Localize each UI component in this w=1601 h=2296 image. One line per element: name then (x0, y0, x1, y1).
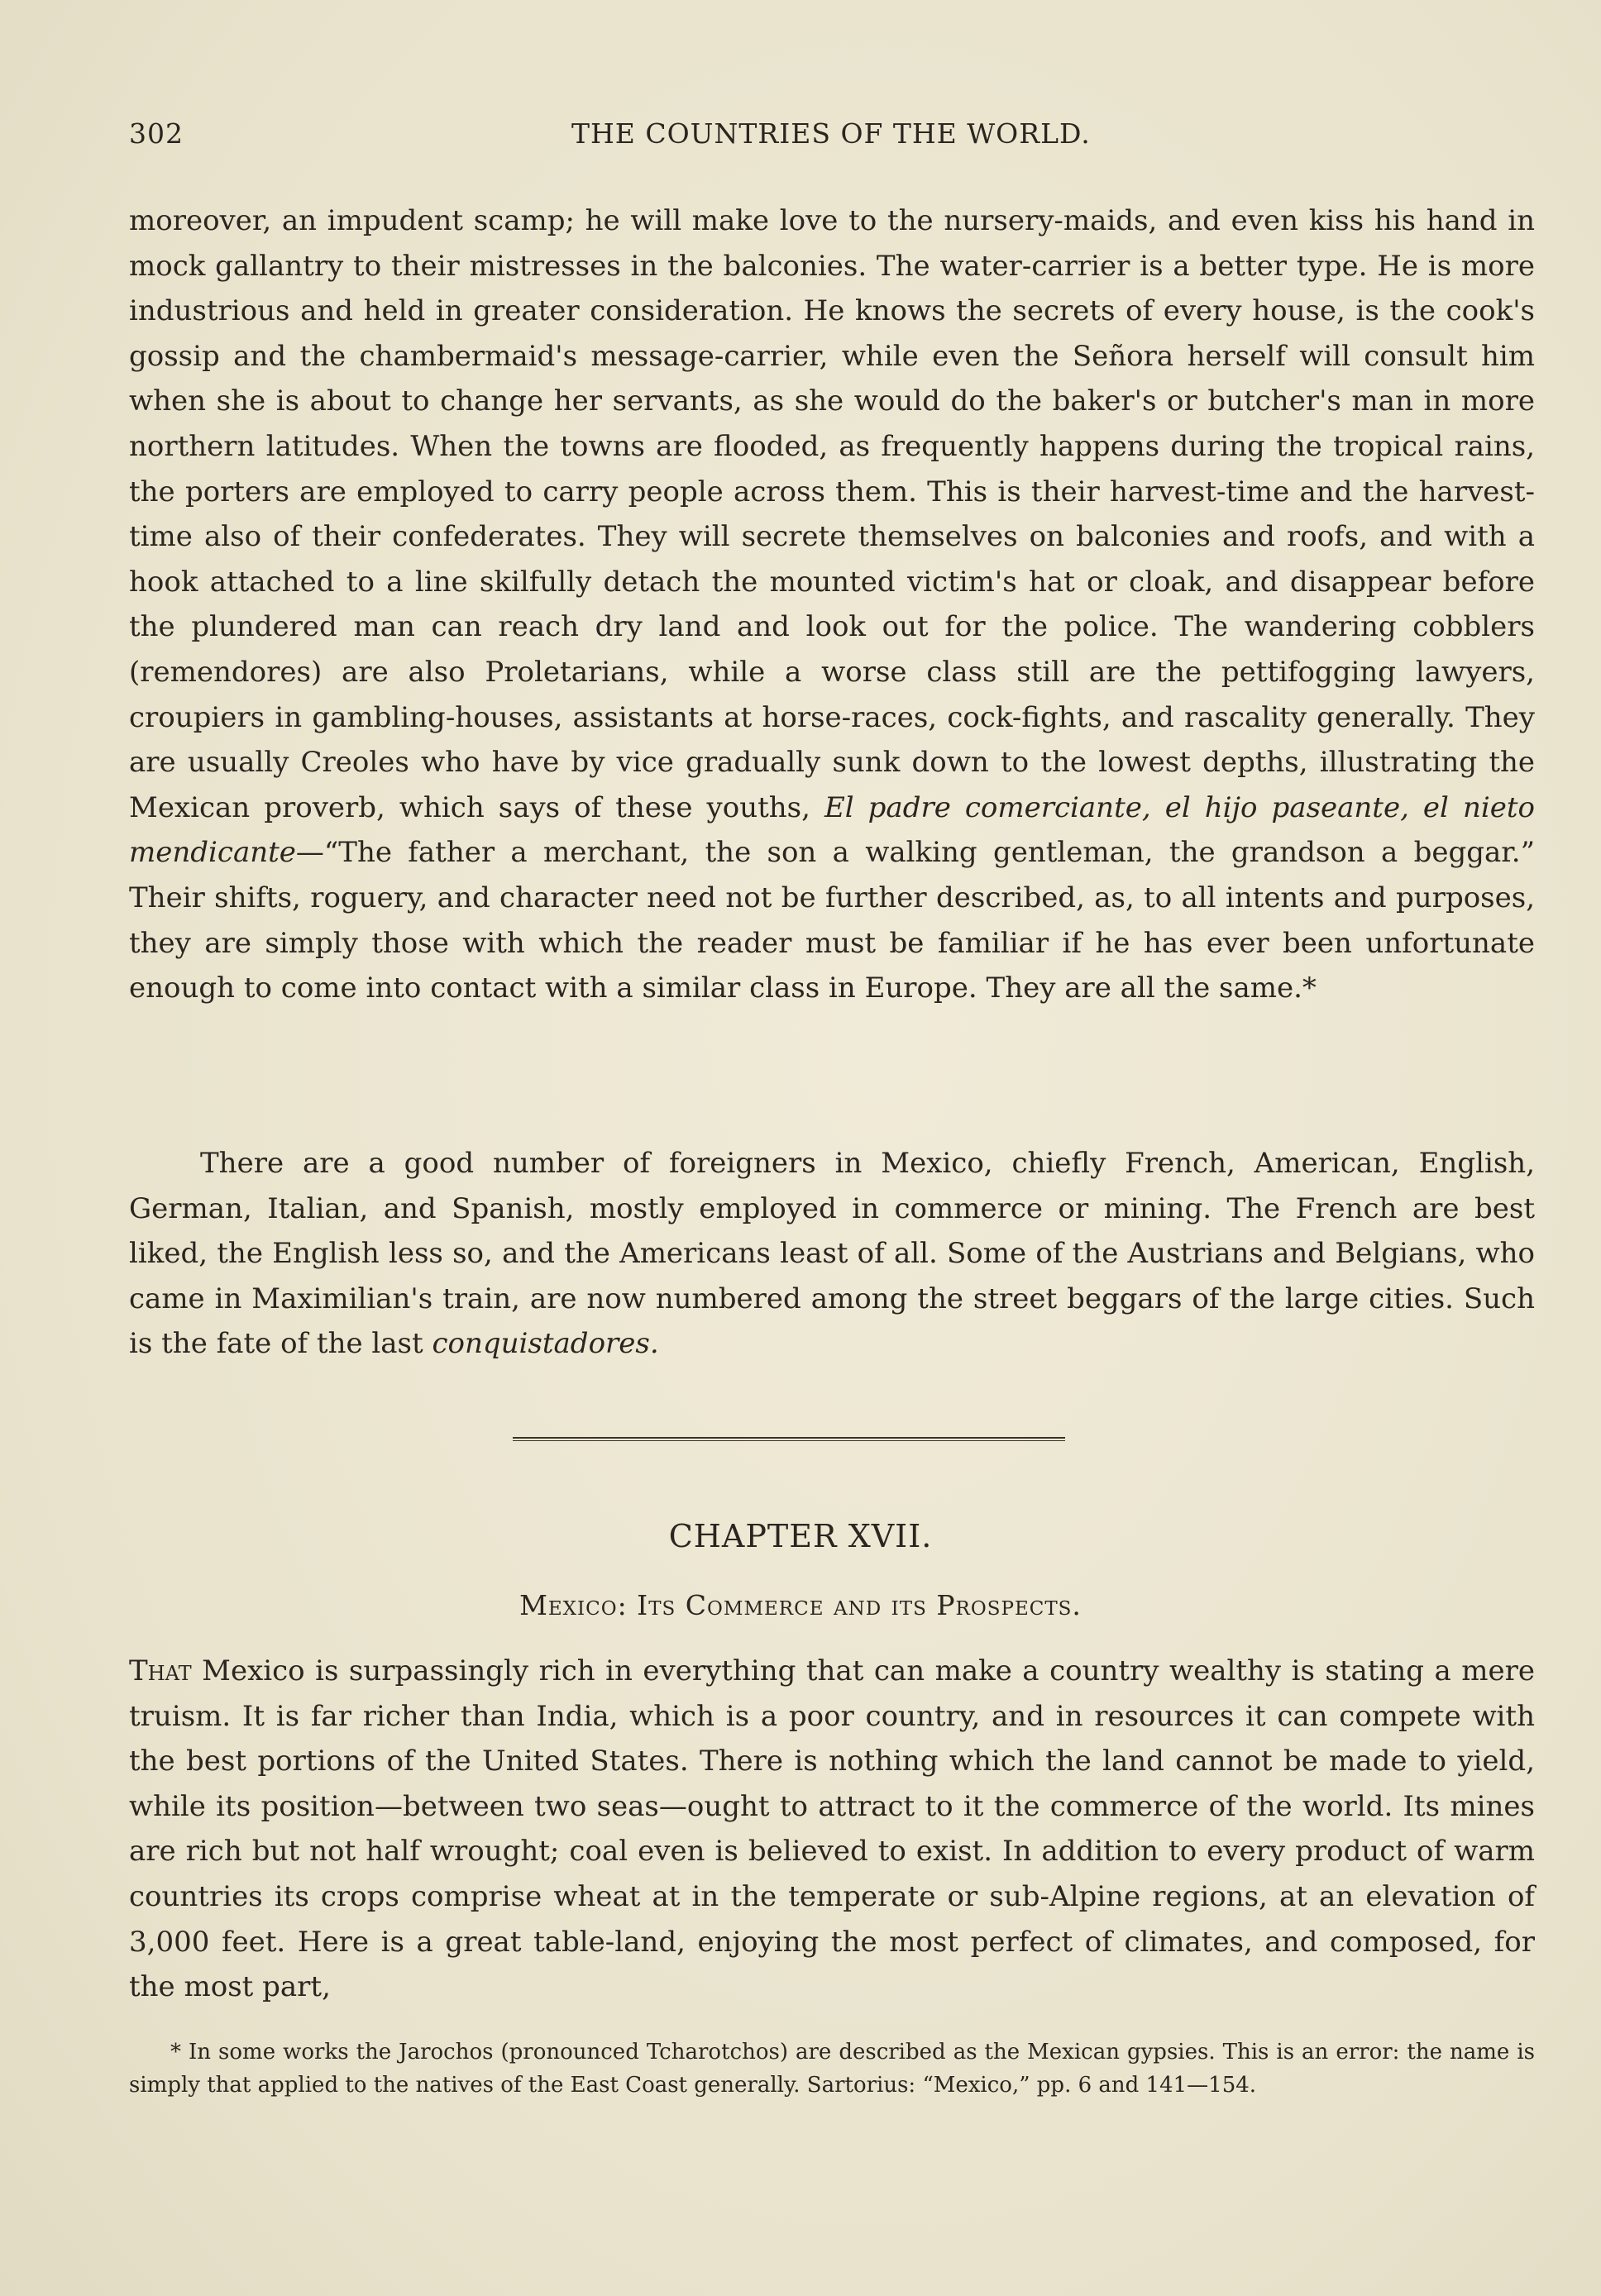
chapter-subtitle: Mexico: Its Commerce and its Prospects. (519, 1589, 1082, 1621)
chapter-title: CHAPTER XVII. (668, 1518, 933, 1554)
italic-term: conquistadores. (432, 1327, 659, 1361)
paragraph-foreigners (129, 1141, 1535, 1367)
paragraph-text: There are a good number of foreigners in Mexico, chiefly French, American, English, German, Italian, and Spanish, mostly employed in commerce or mining. The French are best liked, the English less so, and the Americans least of all. Some of the Austrians and Belgians, who came in Maximilian's train, are now numbered among the street beggars of the large cities. Such is the fate of the last (129, 1147, 1535, 1361)
paragraph-text: —“The father a merchant, the son a walking gentleman, the grandson a beggar.” Their shifts, roguery, and character need not be further described, as, to all intents and purposes, they are simply those with which the reader must be familiar if he has ever been unfortunate enough to come into contact with a similar class in Europe. They are all the same.* (129, 836, 1535, 1005)
paragraph-text: Mexico is surpassingly rich in everything that can make a country wealthy is stating a mere truism. It is far richer than India, which is a poor country, and in resources it can compete with the best portions of the United States. There is nothing which the land cannot be made to yield, while its position—between two seas—ought to attract to it the commerce of the world. Its mines are rich but not half wrought; coal even is believed to exist. In addition to every product of warm countries its crops comprise wheat at in the temperate or sub-Alpine regions, at an elevation of 3,000 feet. Here is a great table-land, enjoying the most perfect of climates, and composed, for the most part, (129, 1654, 1535, 2004)
paragraph-text: moreover, an impudent scamp; he will make love to the nursery-maids, and even kiss his hand in mock gallantry to their mistresses in the balconies. The water-carrier is a better type. He is more industrious and held in greater consideration. He knows the secrets of every house, is the cook's gossip and the chambermaid's message-carrier, while even the Señora herself will consult him when she is about to change her servants, as she would do the baker's or butcher's man in more northern latitudes. When the towns are flooded, as frequently happens during the tropical rains, the porters are employed to carry people across them. This is their harvest-time and the harvest-time also of their confederates. They will secrete themselves on balconies and roofs, and with a hook attached to a line skilfully detach the mounted victim's hat or cloak, and disappear before the plundered man can reach dry land and look out for the police. The wandering cobblers (remendores) are also Proletarians, while a worse class still are the pettifogging lawyers, croupiers in gambling-houses, assistants at horse-races, cock-fights, and rascality generally. They are usually Creoles who have by vice gradually sunk down to the lowest depths, illustrating the Mexican proverb, which says of these youths, (129, 204, 1535, 824)
footnote: * In some works the Jarochos (pronounced Tcharotchos) are described as the Mexican gypsies. This is an error: the name is simply that applied to the natives of the East Coast generally. Sartorius: “Mexico,” pp. 6 and 141—154. (129, 2040, 1535, 2098)
paragraph-commerce (129, 1649, 1535, 2010)
running-head (129, 117, 1535, 159)
mexican-proverb: El padre comerciante, el hijo paseante, el nieto mendicante (129, 790, 1535, 870)
lead-word: That (129, 1654, 192, 1687)
running-title: THE COUNTRIES OF THE WORLD. (571, 117, 1091, 150)
paragraph-water-carrier (129, 198, 1535, 1011)
page-number: 302 (129, 117, 184, 150)
section-divider (513, 1437, 1065, 1441)
